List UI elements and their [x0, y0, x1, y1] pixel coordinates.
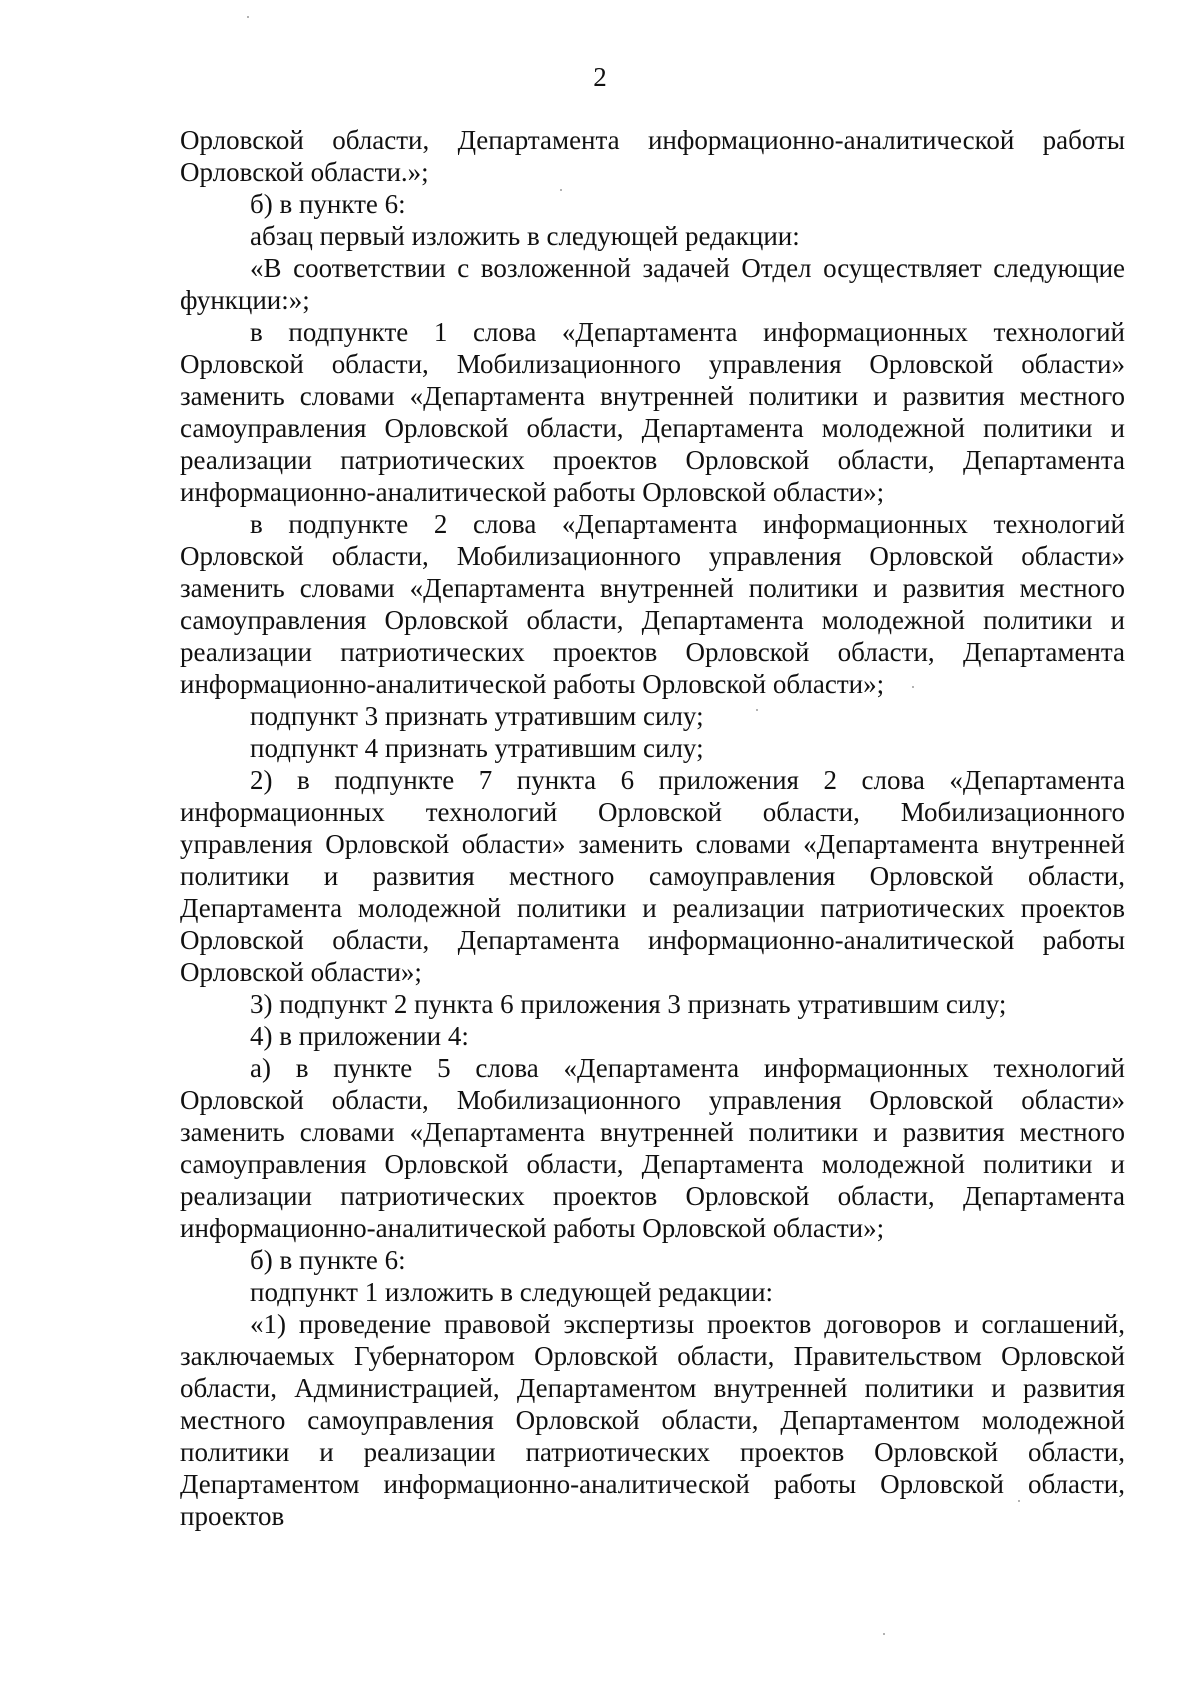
scan-speck — [756, 709, 758, 711]
paragraph-item-a-point-5: а) в пункте 5 слова «Департамента информационных технологий Орловской области, Мобилизационного управления Орловской области» заменить словами «Департамента внутренней политики и развития местного самоуправления Орловской области, Департамента молодежной политики и реализации патриотических проектов Орловской области, Департамента информационно-аналитической работы Орловской области»; — [180, 1053, 1125, 1243]
paragraph-item-4: 4) в приложении 4: — [250, 1021, 469, 1051]
paragraph-item-2: 2) в подпункте 7 пункта 6 приложения 2 слова «Департамента информационных технологий Орловской области, Мобилизационного управления Орловской области» заменить словами «Департамента внутренней политики и развития местного самоуправления Орловской области, Департамента молодежной политики и реализации патриотических проектов Орловской области, Департамента информационно-аналитической работы Орловской области»; — [180, 765, 1125, 987]
scan-speck — [883, 1633, 885, 1635]
paragraph-item-b-point-6-second: б) в пункте 6: — [250, 1245, 406, 1275]
paragraph-item-3: 3) подпункт 2 пункта 6 приложения 3 признать утратившим силу; — [250, 989, 1007, 1019]
paragraph-subpoint-1-redaction: подпункт 1 изложить в следующей редакции: — [250, 1277, 774, 1307]
paragraph-continuation: Орловской области, Департамента информационно-аналитической работы Орловской области.»; — [180, 125, 1125, 187]
scan-speck — [912, 686, 914, 688]
paragraph-first-abzac: абзац первый изложить в следующей редакции: — [250, 221, 800, 251]
document-body — [180, 124, 1125, 1532]
scan-speck — [247, 16, 249, 18]
scan-speck — [560, 189, 562, 191]
paragraph-subpoint-2: в подпункте 2 слова «Департамента информационных технологий Орловской области, Мобилизационного управления Орловской области» заменить словами «Департамента внутренней политики и развития местного самоуправления Орловской области, Департамента молодежной политики и реализации патриотических проектов Орловской области, Департамента информационно-аналитической работы Орловской области»; — [180, 509, 1125, 699]
paragraph-subpoint-3-void: подпункт 3 признать утратившим силу; — [250, 701, 704, 731]
paragraph-quoted-functions: «В соответствии с возложенной задачей Отдел осуществляет следующие функции:»; — [180, 253, 1125, 315]
paragraph-quoted-subpoint-1: «1) проведение правовой экспертизы проектов договоров и соглашений, заключаемых Губернатором Орловской области, Правительством Орловской области, Администрацией, Департаментом внутренней политики и развития местного самоуправления Орловской области, Департаментом молодежной политики и реализации патриотических проектов Орловской области, Департаментом информационно-аналитической работы Орловской области, проектов — [180, 1309, 1125, 1531]
page-number: 2 — [593, 62, 607, 92]
paragraph-subpoint-4-void: подпункт 4 признать утратившим силу; — [250, 733, 704, 763]
paragraph-item-b-point-6: б) в пункте 6: — [250, 189, 406, 219]
scan-speck — [1018, 1500, 1020, 1502]
paragraph-subpoint-1: в подпункте 1 слова «Департамента информационных технологий Орловской области, Мобилизационного управления Орловской области» заменить словами «Департамента внутренней политики и развития местного самоуправления Орловской области, Департамента молодежной политики и реализации патриотических проектов Орловской области, Департамента информационно-аналитической работы Орловской области»; — [180, 317, 1125, 507]
